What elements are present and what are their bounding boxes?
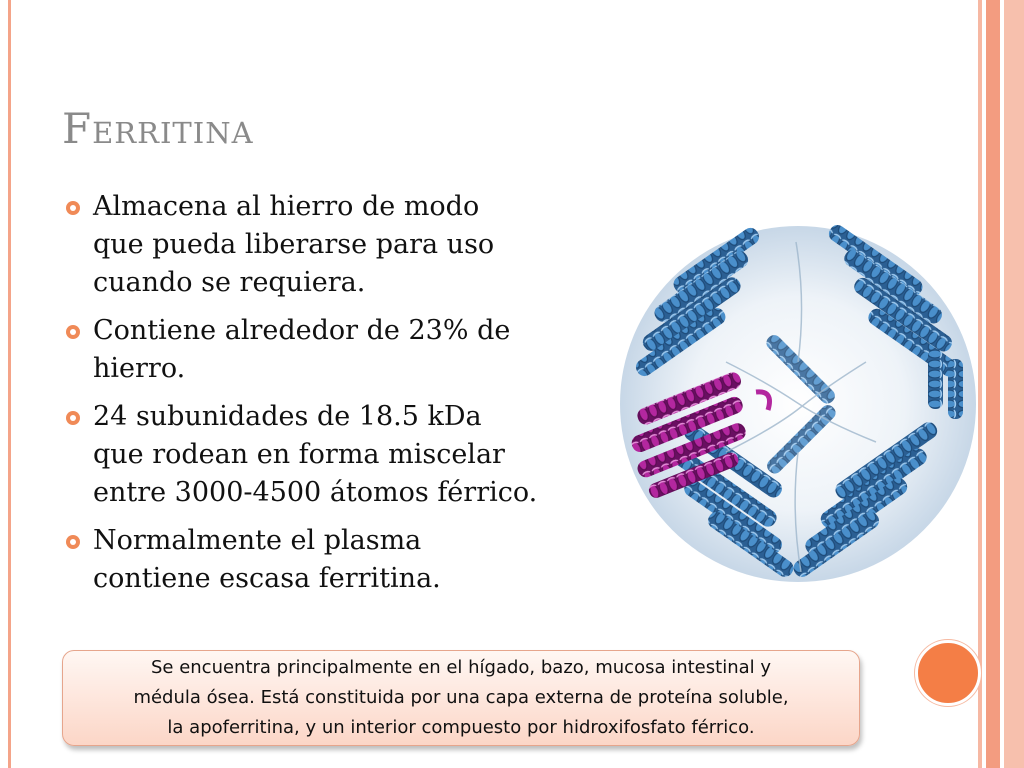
bullet-text: Normalmente el plasma contiene escasa ferritina.	[93, 525, 441, 594]
right-decorative-band	[1004, 0, 1024, 768]
left-decorative-rule	[8, 0, 11, 768]
bullet-item	[60, 398, 620, 512]
bullet-ring-icon	[66, 535, 80, 549]
bullet-item	[60, 312, 620, 388]
slide-title: Ferritina	[62, 104, 254, 153]
info-text: Se encuentra principalmente en el hígado, bazo, mucosa intestinal y médula ósea. Está constituida por una capa externa de proteína soluble, la apoferritina, y un interior compuesto por hidroxifosfato férrico.	[133, 657, 789, 738]
bullet-list	[60, 188, 620, 608]
bullet-item	[60, 188, 620, 302]
bullet-item	[60, 522, 620, 598]
ferritin-structure-image	[606, 212, 990, 596]
bullet-ring-icon	[66, 201, 80, 215]
decorative-circle	[915, 640, 981, 706]
info-box	[62, 650, 860, 746]
bullet-text: 24 subunidades de 18.5 kDa que rodean en forma miscelar entre 3000-4500 átomos férrico.	[93, 401, 538, 508]
bullet-ring-icon	[66, 411, 80, 425]
bullet-text: Almacena al hierro de modo que pueda liberarse para uso cuando se requiera.	[93, 191, 495, 298]
bullet-ring-icon	[66, 325, 80, 339]
bullet-text: Contiene alrededor de 23% de hierro.	[93, 315, 511, 384]
